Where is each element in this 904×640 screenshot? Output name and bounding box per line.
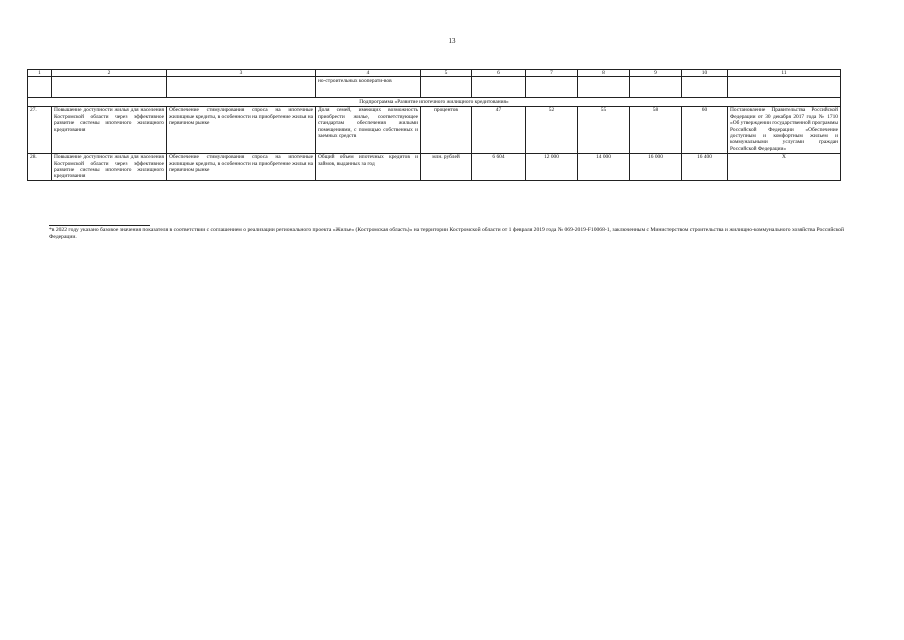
footnote-divider [49,225,150,226]
value-cell: 16 000 [630,153,682,181]
task-cell: Обеспечение стимулирования спроса на ипотечные жилищные кредиты, в особенности на приобретение жилья на первичном рынке [167,153,316,181]
source-cell: Х [728,153,841,181]
column-header: 4 [316,70,421,77]
column-header: 2 [52,70,167,77]
continuation-row [28,77,841,98]
column-header: 3 [167,70,316,77]
table-cell [28,77,52,98]
table-cell [526,77,578,98]
column-header: 8 [578,70,630,77]
page-number: 13 [448,37,456,45]
value-cell: 58 [630,106,682,153]
table-cell [682,77,728,98]
indicators-table [27,69,841,181]
indicator-cell: Доля семей, имеющих возможность приобрести жилье, соответствующее стандартам обеспечения жилыми помещениями, с помощью собственных и заемных средств [316,106,421,153]
column-header: 6 [472,70,526,77]
column-header: 5 [421,70,472,77]
value-cell: 6 604 [472,153,526,181]
table-cell [167,77,316,98]
table-cell [578,77,630,98]
column-header: 10 [682,70,728,77]
table-cell [421,77,472,98]
unit-cell: процентов [421,106,472,153]
value-cell: 60 [682,106,728,153]
column-header: 11 [728,70,841,77]
table-cell [52,77,167,98]
subprogram-title: Подпрограмма «Развитие ипотечного жилищного кредитования» [28,98,841,106]
value-cell: 14 000 [578,153,630,181]
table-cell [728,77,841,98]
column-number-row [28,70,841,77]
footnote-text: *в 2022 году указано базовое значения показателя в соответствии с соглашением о реализации регионального проекта «Жилье» (Костромская область)» на территории Костромской области от 1 февраля 2019 года № 069-2019-F10068-1, заключенным с Министерством строительства и жилищно-коммунального хозяйства Российской Федерации. [49,227,845,240]
table-cell [472,77,526,98]
unit-cell: млн. рублей [421,153,472,181]
value-cell: 55 [578,106,630,153]
table-cell-indicator: но-строительных кооперати-вов [316,77,421,98]
column-header: 1 [28,70,52,77]
value-cell: 12 000 [526,153,578,181]
table-cell [630,77,682,98]
row-number: 28. [28,153,52,181]
subprogram-row [28,98,841,106]
goal-cell: Повышение доступности жилья для населения Костромской области через эффективное развитие системы ипотечного жилищного кредитования [52,106,167,153]
source-cell: Постановление Правительства Российской Федерации от 30 декабря 2017 года № 1710 «Об утверждении государственной программы Российской Федерации «Обеспечение доступным и комфортным жильем и коммунальными услугами граждан Российской Федерации» [728,106,841,153]
row-number: 27. [28,106,52,153]
column-header: 7 [526,70,578,77]
value-cell: 52 [526,106,578,153]
indicator-cell: Общий объем ипотечных кредитов и займов, выданных за год [316,153,421,181]
value-cell: 16 400 [682,153,728,181]
table-row [28,153,841,181]
table-row [28,106,841,153]
task-cell: Обеспечение стимулирования спроса на ипотечные жилищные кредиты, в особенности на приобретение жилья на первичном рынке [167,106,316,153]
value-cell: 47 [472,106,526,153]
column-header: 9 [630,70,682,77]
goal-cell: Повышение доступности жилья для населения Костромской области через эффективное развитие системы ипотечного жилищного кредитования [52,153,167,181]
